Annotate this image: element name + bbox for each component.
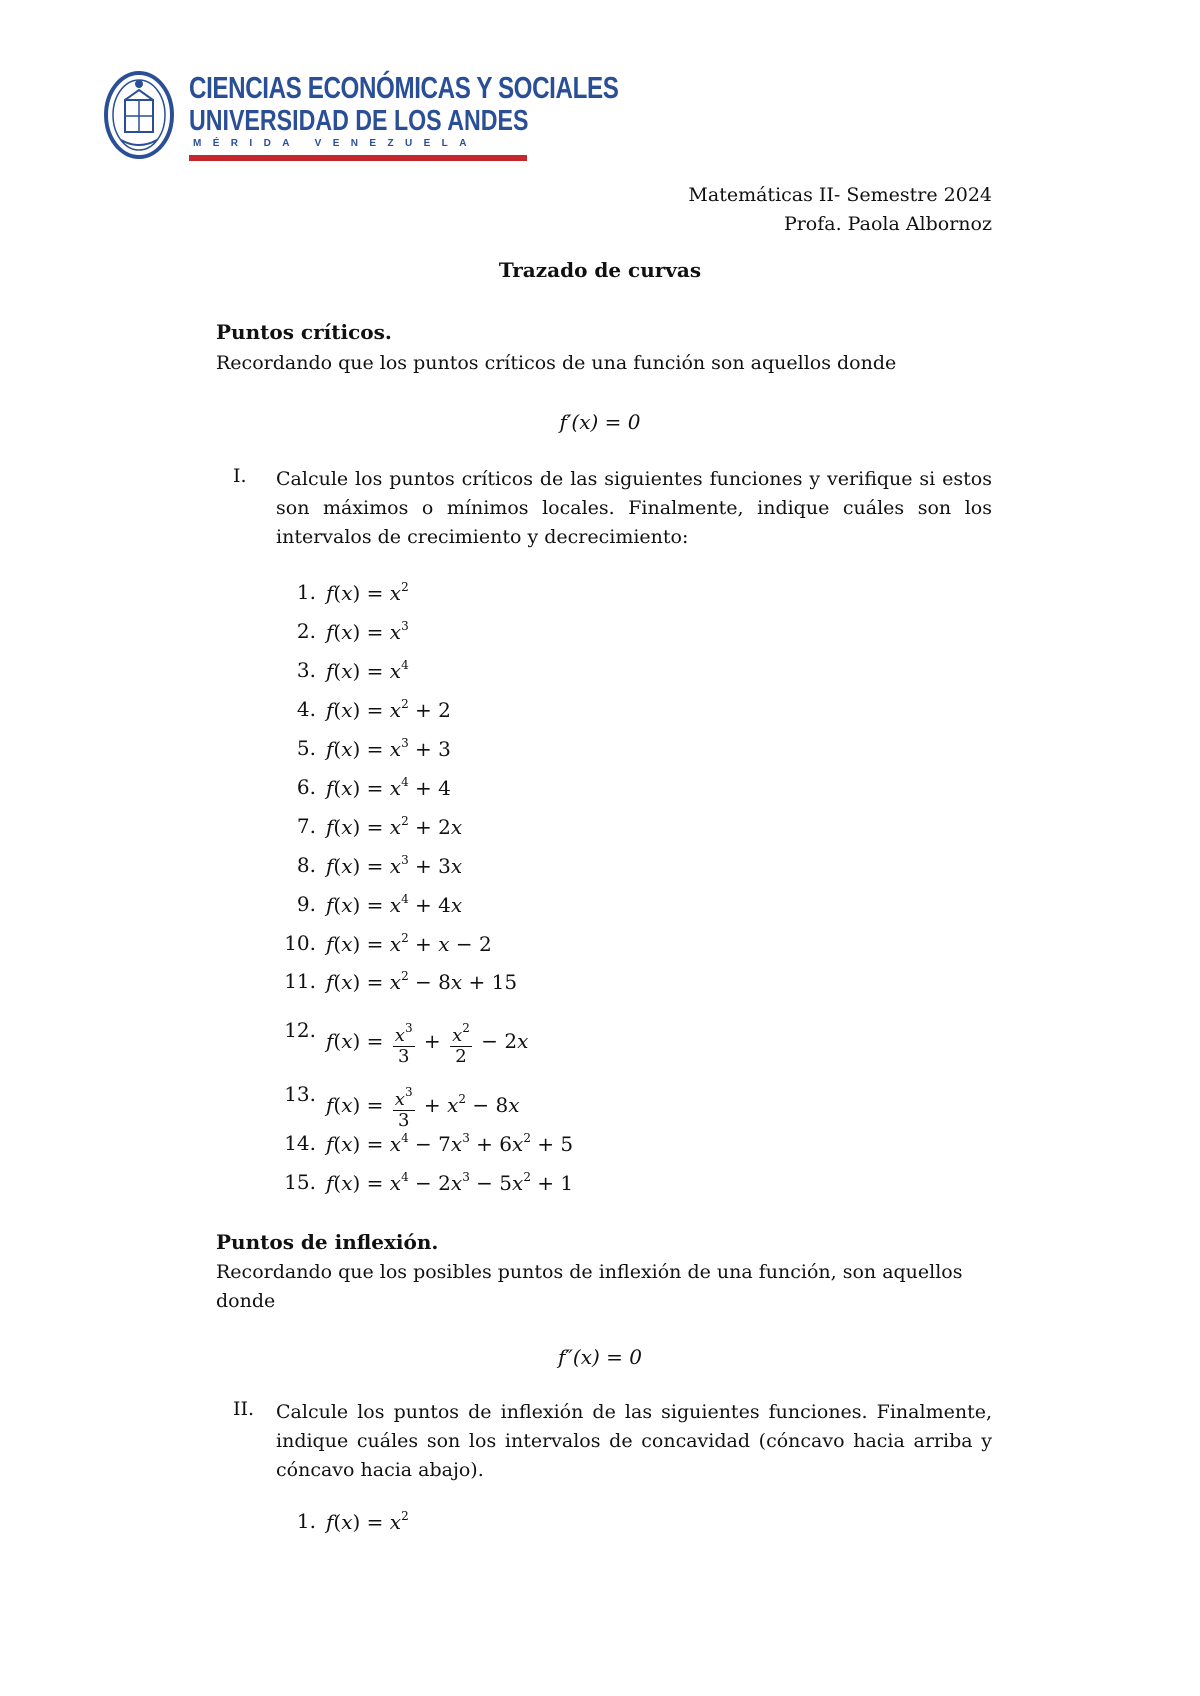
- item-number: 11.: [284, 969, 316, 993]
- section-heading-critical-points: Puntos críticos.: [216, 320, 392, 344]
- function-expression: $f(x) = x^2$: [326, 1509, 409, 1534]
- logo-location: MÉRIDA VENEZUELA: [193, 138, 478, 149]
- item-number: 10.: [284, 931, 316, 955]
- function-expression: $f(x) = x^4 - 7x^3 + 6x^2 + 5$: [326, 1131, 574, 1156]
- list-item: [276, 892, 776, 922]
- list-item: [276, 814, 776, 844]
- list-item: [276, 736, 776, 766]
- list-item: [276, 619, 776, 649]
- list-item: [276, 1509, 776, 1539]
- list-item: [276, 658, 776, 688]
- professor-name: Profa. Paola Albornoz: [783, 213, 992, 235]
- function-expression: $f(x) = x^2 + 2x$: [326, 814, 463, 839]
- function-expression: $f(x) = x^3$: [326, 619, 409, 644]
- section-intro-critical-points: Recordando que los puntos críticos de una función son aquellos donde: [216, 352, 897, 374]
- page-title: Trazado de curvas: [498, 258, 702, 282]
- item-number: 9.: [296, 892, 316, 916]
- function-expression: $f(x) = x^4$: [326, 658, 409, 683]
- item-number: 15.: [284, 1170, 316, 1194]
- function-expression: $f(x) = x^4 + 4x$: [326, 892, 463, 917]
- list-item: [276, 931, 776, 961]
- item-number: 14.: [284, 1131, 316, 1155]
- item-number: 7.: [296, 814, 316, 838]
- list-item: [276, 1170, 776, 1200]
- course-name: Matemáticas II- Semestre 2024: [688, 184, 992, 206]
- equation-second-derivative: f″(x) = 0: [558, 1345, 642, 1369]
- function-expression: f(x) = $\frac{x^3}{3}$ + $x^2 - 8x$: [326, 1082, 519, 1131]
- section-heading-inflection-points: Puntos de inflexión.: [216, 1230, 439, 1254]
- list-item: [276, 969, 776, 999]
- item-number: 13.: [284, 1082, 316, 1106]
- item-number: 1.: [296, 1509, 316, 1533]
- function-expression: $f(x) = x^2 + x - 2$: [326, 931, 492, 956]
- function-expression: $f(x) = x^2 + 2$: [326, 697, 451, 722]
- list-item: [276, 775, 776, 805]
- item-number: 2.: [296, 619, 316, 643]
- university-seal-icon: [103, 70, 175, 160]
- item-number: 3.: [296, 658, 316, 682]
- exercise-number: II.: [233, 1398, 255, 1420]
- function-expression: $f(x) = x^2 - 8x + 15$: [326, 969, 518, 994]
- exercise-instructions: Calcule los puntos críticos de las siguientes funciones y verifique si estos son máximos o mínimos locales. Finalmente, indique cuáles son los intervalos de crecimiento y decrecimiento:: [276, 468, 992, 548]
- item-number: 6.: [296, 775, 316, 799]
- logo-university-name: UNIVERSIDAD DE LOS ANDES: [189, 105, 529, 137]
- exercise-instructions: Calcule los puntos de inflexión de las siguientes funciones. Finalmente, indique cuáles son los intervalos de concavidad (cóncavo hacia arriba y cóncavo hacia abajo).: [276, 1401, 992, 1481]
- equation-first-derivative: f′(x) = 0: [559, 410, 641, 434]
- function-expression: $f(x) = x^4 + 4$: [326, 775, 451, 800]
- function-expression: $f(x) = x^4 - 2x^3 - 5x^2 + 1$: [326, 1170, 574, 1195]
- item-number: 4.: [296, 697, 316, 721]
- exercise-number: I.: [233, 465, 247, 487]
- item-number: 1.: [296, 580, 316, 604]
- function-expression: $f(x) = x^3 + 3x$: [326, 853, 463, 878]
- list-item: [276, 1018, 776, 1067]
- list-item: [276, 853, 776, 883]
- section-intro-inflection-points: Recordando que los posibles puntos de inflexión de una función, son aquellos donde: [216, 1261, 963, 1312]
- item-number: 8.: [296, 853, 316, 877]
- logo-faculty-name: CIENCIAS ECONÓMICAS Y SOCIALES: [189, 70, 619, 105]
- list-item: [276, 1131, 776, 1161]
- function-expression: $f(x) = x^3 + 3$: [326, 736, 451, 761]
- function-expression: f(x) = $\frac{x^3}{3}$ + $\frac{x^2}{2}$ − 2x: [326, 1018, 528, 1067]
- item-number: 5.: [296, 736, 316, 760]
- list-item: [276, 697, 776, 727]
- university-logo: [103, 70, 619, 165]
- list-item: [276, 1082, 776, 1131]
- function-expression: $f(x) = x^2$: [326, 580, 409, 605]
- logo-divider: [189, 155, 527, 161]
- list-item: [276, 580, 776, 610]
- item-number: 12.: [284, 1018, 316, 1042]
